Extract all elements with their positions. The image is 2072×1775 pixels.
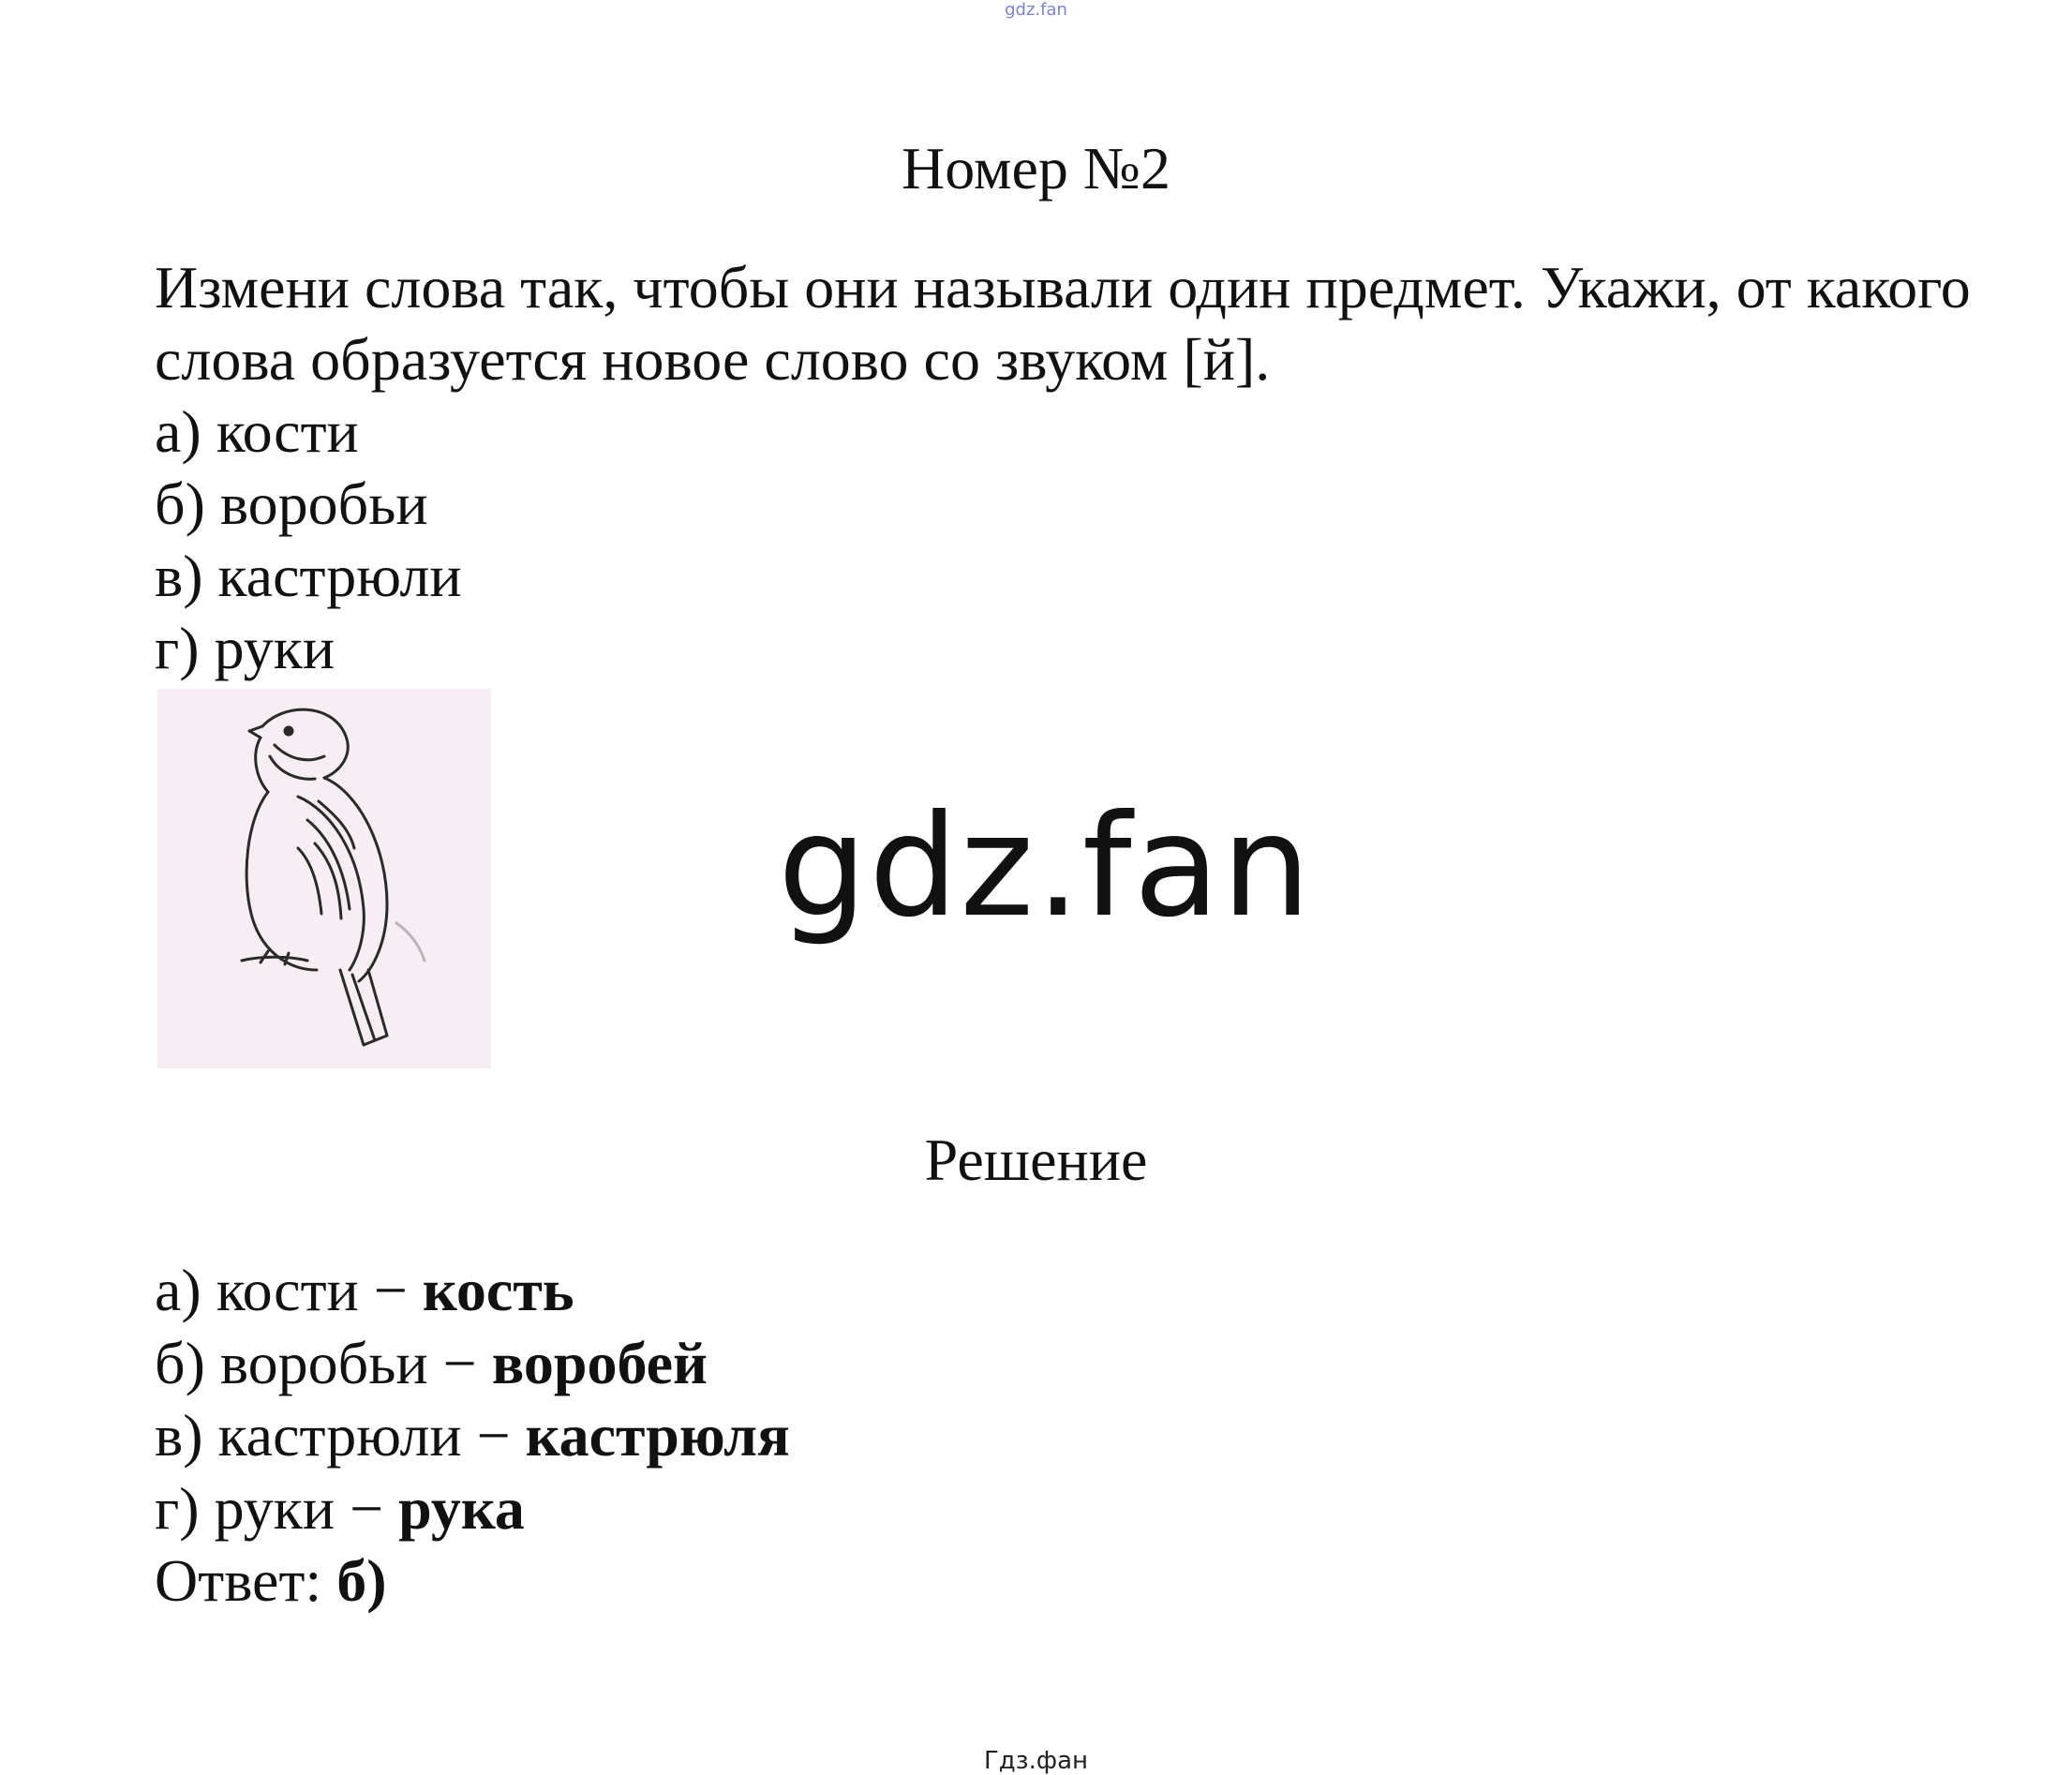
answer-line xyxy=(155,1544,1991,1618)
sparrow-illustration xyxy=(157,689,491,1068)
solution-dash: − xyxy=(335,1474,399,1542)
solution-block xyxy=(155,1254,1991,1618)
task-block xyxy=(155,251,1991,684)
answer-label: Ответ: xyxy=(155,1547,337,1614)
top-watermark: gdz.fan xyxy=(1005,0,1067,20)
solution-singular: кость xyxy=(422,1257,574,1323)
solution-row xyxy=(155,1472,1991,1545)
task-item: г) руки xyxy=(155,615,335,681)
answer-value: б) xyxy=(336,1547,387,1614)
solution-row xyxy=(155,1399,1991,1472)
solution-row xyxy=(155,1327,1991,1400)
solution-word: г) руки xyxy=(155,1474,335,1542)
sparrow-drawing xyxy=(157,689,491,1068)
solution-word: а) кости xyxy=(155,1257,359,1323)
solution-word: б) воробьи xyxy=(155,1329,428,1396)
solution-word: в) кастрюли xyxy=(155,1402,462,1469)
solution-row xyxy=(155,1254,1991,1327)
solution-singular: рука xyxy=(398,1474,525,1542)
solution-dash: − xyxy=(461,1402,526,1469)
solution-dash: − xyxy=(427,1329,492,1396)
solution-dash: − xyxy=(358,1257,423,1323)
solution-singular: воробей xyxy=(491,1329,708,1396)
bottom-watermark: Гдз.фан xyxy=(983,1747,1089,1775)
center-watermark: gdz.fan xyxy=(778,785,1313,948)
solution-singular: кастрюля xyxy=(525,1402,790,1469)
task-instruction: Измени слова так, чтобы они называли один предмет. Укажи, от какого слова образуется новое слово со звуком [й]. xyxy=(155,254,1971,393)
task-item: б) воробьи xyxy=(155,470,428,537)
solution-heading: Решение xyxy=(924,1126,1148,1193)
task-item: в) кастрюли xyxy=(155,543,462,609)
page-title: Номер №2 xyxy=(902,135,1170,201)
task-item: а) кости xyxy=(155,398,359,465)
